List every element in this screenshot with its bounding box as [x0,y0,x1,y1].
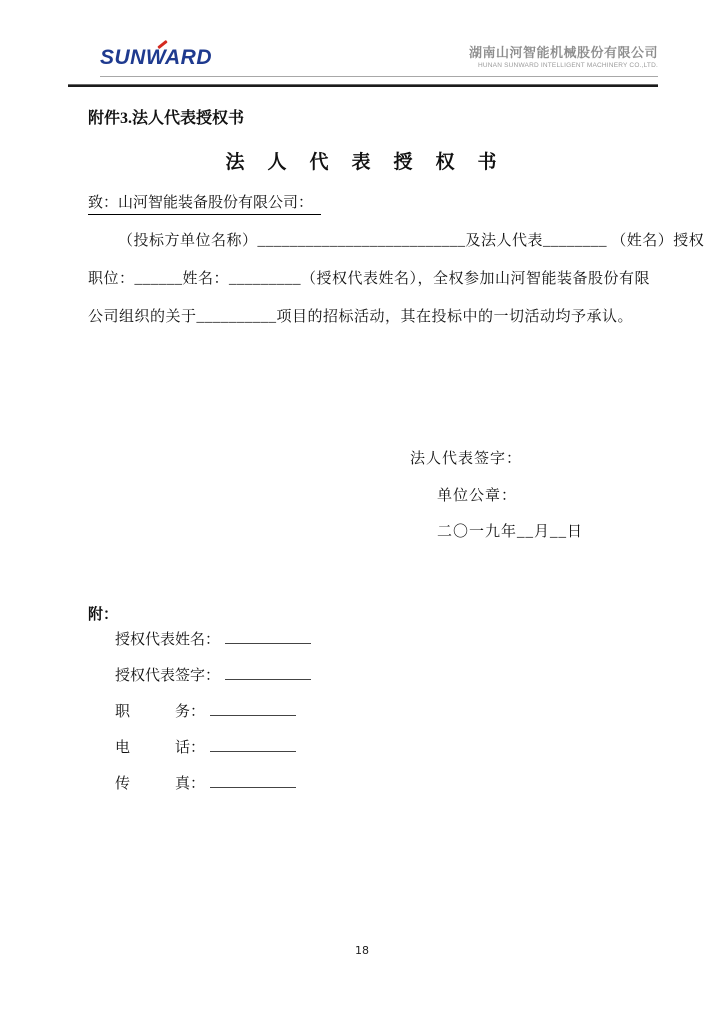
legal-rep-signature-label: 法人代表签字： [410,451,523,467]
header-thin-rule [100,76,658,77]
company-seal-label: 单位公章： [437,488,518,504]
blank-line [210,738,296,752]
field-label: 授权代表签字： [115,668,221,684]
header-rule [68,84,658,87]
salutation-text: 致：山河智能装备股份有限公司： [88,191,321,215]
appendix-row-telephone [115,736,311,772]
sunward-logo [100,46,212,70]
blank-line [210,702,296,716]
blank-line [225,666,311,680]
body-paragraph-line-1: （投标方单位名称）__________________________及法人代表________ （姓名）授权 [118,233,705,249]
appendix-row-fax [115,772,311,808]
salutation-line [88,191,321,215]
field-label: 职 务： [115,704,206,720]
appendix-row-representative-signature [115,664,311,700]
blank-line [225,630,311,644]
appendix-row-representative-name [115,628,311,664]
page-number: 18 [355,944,369,957]
date-line: 二〇一九年__月__日 [437,524,584,540]
company-name-en: HUNAN SUNWARD INTELLIGENT MACHINERY CO.,LTD. [478,62,658,69]
blank-line [210,774,296,788]
sunward-logo-text: SUNWARD [100,46,212,69]
field-label: 授权代表姓名： [115,632,221,648]
body-paragraph-line-3: 公司组织的关于__________项目的招标活动，其在投标中的一切活动均予承认。 [88,309,634,325]
appendix-heading: 附： [88,607,119,623]
appendix-form [115,628,311,808]
company-name-cn: 湖南山河智能机械股份有限公司 [468,45,658,60]
document-title: 法 人 代 表 授 权 书 [225,152,499,173]
appendix-row-position [115,700,311,736]
attachment-heading: 附件3.法人代表授权书 [88,110,245,127]
field-label: 电 话： [115,740,206,756]
field-label: 传 真： [115,776,206,792]
company-name-block [469,45,658,70]
body-paragraph-line-2: 职位：______姓名：_________（授权代表姓名），全权参加山河智能装备股份有限 [88,271,651,287]
